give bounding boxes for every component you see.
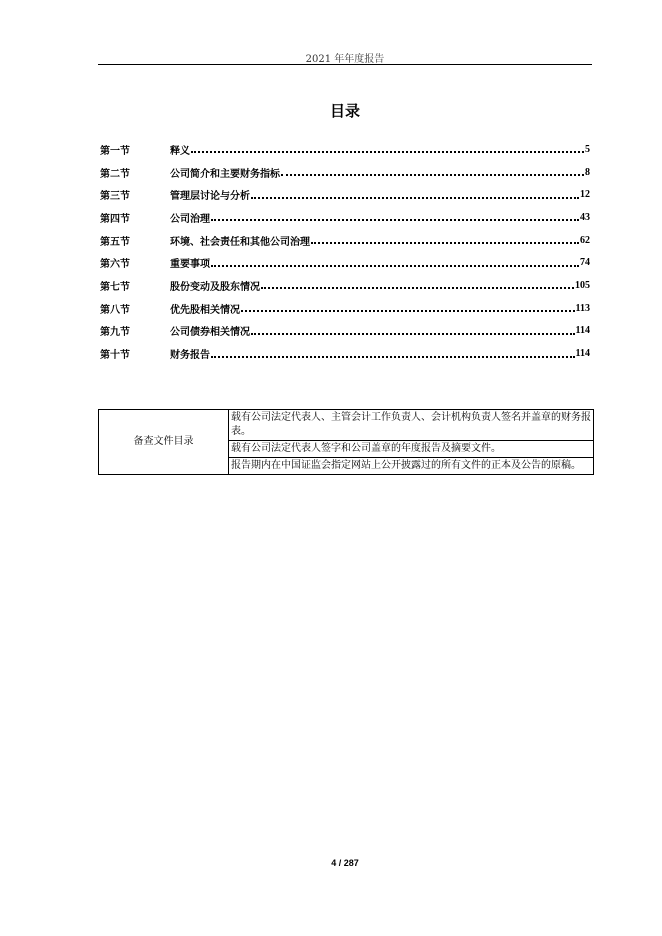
toc-row[interactable]: [100, 161, 590, 184]
table-of-contents: [100, 138, 590, 365]
header-rule: [98, 64, 592, 65]
page-title: 目录: [329, 102, 360, 120]
toc-section-title: 公司治理: [170, 213, 210, 225]
toc-section-number: 第二节: [100, 168, 130, 180]
toc-section-number: 第五节: [100, 236, 130, 248]
toc-section-title: 重要事项: [170, 259, 210, 271]
toc-section-number: 第七节: [100, 281, 130, 293]
toc-section-number: 第九节: [100, 327, 130, 339]
table-row: [99, 410, 594, 441]
toc-leader-dots: [211, 265, 579, 267]
page-header: 2021 年年度报告: [305, 54, 385, 65]
toc-leader-dots: [281, 174, 584, 176]
toc-row[interactable]: [100, 297, 590, 320]
toc-section-title: 优先股相关情况: [170, 304, 240, 316]
toc-row[interactable]: [100, 274, 590, 297]
toc-section-title: 股份变动及股东情况: [170, 281, 260, 293]
toc-leader-dots: [211, 219, 579, 221]
toc-section-title: 环境、社会责任和其他公司治理: [170, 236, 310, 248]
toc-section-title: 管理层讨论与分析: [170, 191, 250, 203]
toc-page-number: 12: [580, 189, 590, 201]
toc-leader-dots: [251, 197, 579, 199]
toc-section-number: 第四节: [100, 213, 130, 225]
toc-row[interactable]: [100, 138, 590, 161]
toc-row[interactable]: [100, 229, 590, 252]
reference-files-label: 备查文件目录: [99, 410, 229, 475]
toc-leader-dots: [311, 242, 579, 244]
toc-page-number: 114: [575, 348, 590, 360]
toc-page-number: 5: [585, 143, 590, 155]
toc-section-number: 第六节: [100, 259, 130, 271]
toc-row[interactable]: [100, 183, 590, 206]
reference-file-item: 载有公司法定代表人签字和公司盖章的年度报告及摘要文件。: [229, 441, 594, 458]
toc-page-number: 62: [580, 234, 590, 246]
toc-section-number: 第三节: [100, 191, 130, 203]
reference-files-table: [98, 409, 594, 475]
toc-row[interactable]: [100, 320, 590, 343]
toc-row[interactable]: [100, 251, 590, 274]
toc-row[interactable]: [100, 342, 590, 365]
toc-page-number: 43: [580, 211, 590, 223]
reference-file-item: 报告期内在中国证监会指定网站上公开披露过的所有文件的正本及公告的原稿。: [229, 458, 594, 475]
toc-page-number: 74: [580, 257, 590, 269]
toc-row[interactable]: [100, 206, 590, 229]
toc-page-number: 105: [575, 279, 590, 291]
toc-section-number: 第十节: [100, 350, 130, 362]
toc-section-title: 财务报告: [170, 350, 210, 362]
toc-leader-dots: [211, 356, 575, 358]
reference-file-item: 载有公司法定代表人、主管会计工作负责人、会计机构负责人签名并盖章的财务报表。: [229, 410, 594, 441]
toc-page-number: 113: [575, 302, 590, 314]
toc-leader-dots: [241, 310, 575, 312]
page-number-footer: 4 / 287: [331, 858, 359, 868]
toc-leader-dots: [251, 333, 575, 335]
toc-section-number: 第一节: [100, 145, 130, 157]
toc-page-number: 114: [575, 325, 590, 337]
toc-leader-dots: [261, 287, 574, 289]
toc-section-title: 公司债券相关情况: [170, 327, 250, 339]
toc-page-number: 8: [585, 166, 590, 178]
toc-section-title: 公司简介和主要财务指标: [170, 168, 280, 180]
toc-section-number: 第八节: [100, 304, 130, 316]
toc-section-title: 释义: [170, 145, 190, 157]
toc-leader-dots: [191, 151, 584, 153]
